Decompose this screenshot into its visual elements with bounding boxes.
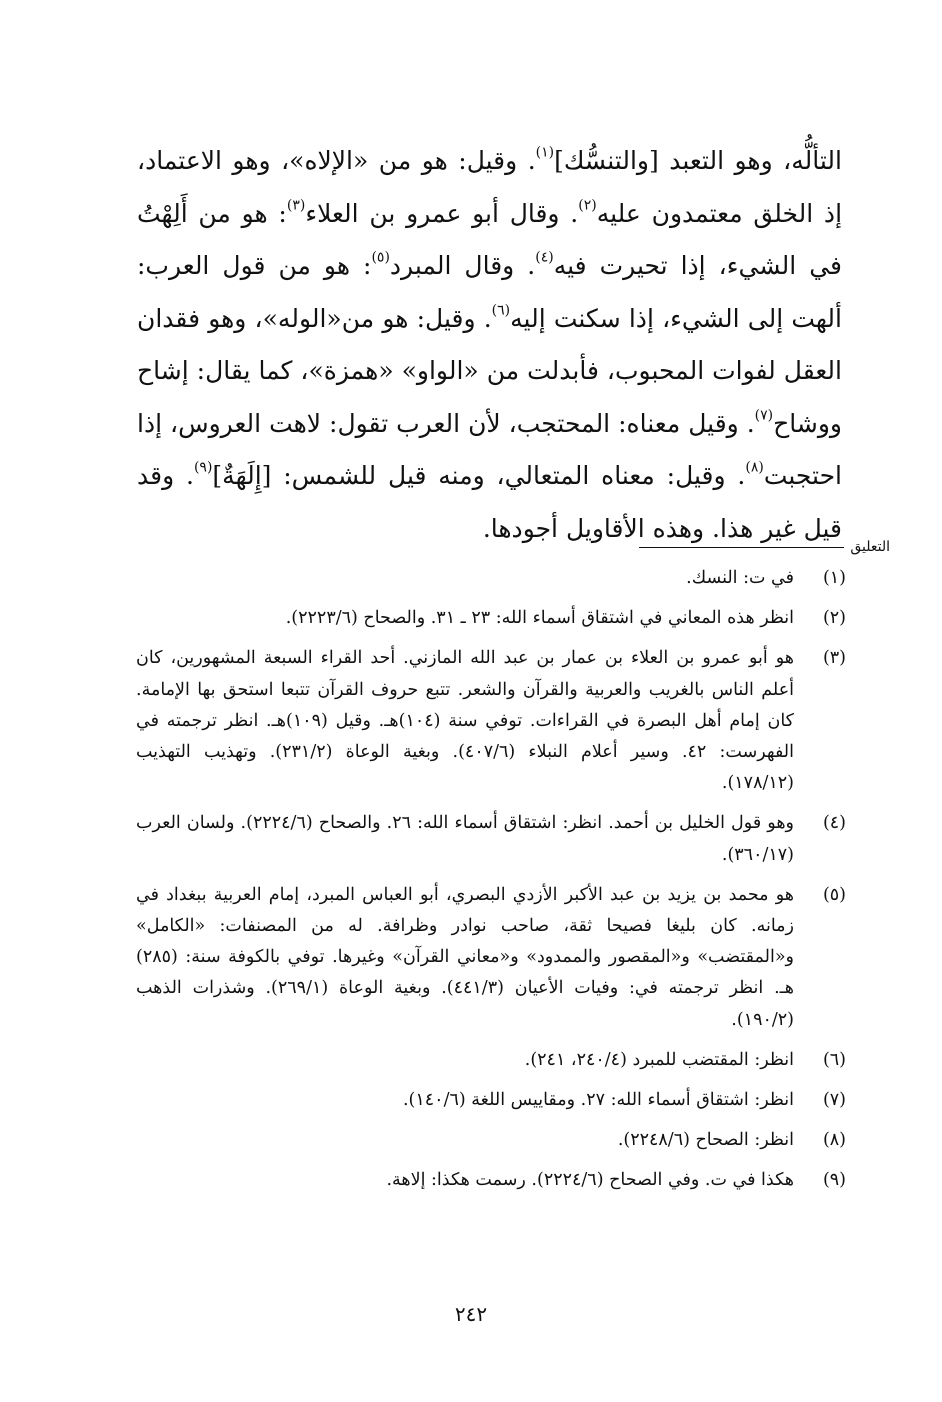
footnote-item [136,603,846,634]
footnote-item [136,880,846,1036]
footnote-number: (٩) [822,1170,846,1191]
footnotes-list [136,563,846,1206]
footnote-number: (٤) [822,813,846,834]
footnote-item [136,808,846,870]
footnote-item [136,1165,846,1196]
footnote-text: وهو قول الخليل بن أحمد. انظر: اشتقاق أسماء الله: ٢٦. والصحاح (٢٢٢٤/٦). ولسان العرب (٣٦٠/١٧). [136,813,795,865]
footnote-number: (٧) [822,1090,846,1111]
footnote-item [136,563,846,594]
footnote-reference[interactable]: (١) [535,144,555,161]
page-number: ٢٤٢ [454,1302,488,1326]
footnote-text: انظر: الصحاح (٢٢٤٨/٦). [617,1130,794,1151]
footnote-number: (٢) [822,608,846,629]
footnote-text: هكذا في ت. وفي الصحاح (٢٢٢٤/٦). رسمت هكذا: إلاهة. [386,1170,794,1191]
main-segment: : هو من أَلِهْتُ في الشيء، إذا تحيرت فيه [137,198,842,280]
footnote-reference[interactable]: (٩) [193,459,213,476]
footnote-reference[interactable]: (٨) [745,459,764,476]
footnote-number: (٨) [822,1130,846,1151]
footnote-item [136,1085,846,1116]
main-paragraph [137,135,842,555]
main-segment: . وقيل: هو من«الوله»، وهو فقدان العقل لفوات المحبوب، فأبدلت من «الواو» «همزة»، كما يقال: إشاح ووشاح [137,303,842,438]
footnote-item [136,643,846,799]
notes-label: التعليق [850,539,890,555]
footnote-reference[interactable]: (٧) [754,406,774,423]
footnote-reference[interactable]: (٥) [371,249,390,266]
footnote-reference[interactable]: (٦) [491,301,511,318]
footnote-reference[interactable]: (٢) [578,196,597,213]
main-segment: : هو من قول العرب: ألهت إلى الشيء، إذا سكنت إليه [137,251,842,333]
footnote-item [136,1125,846,1156]
footnote-item [136,1045,846,1076]
footnote-text: انظر هذه المعاني في اشتقاق أسماء الله: ٢٣ ـ ٣١. والصحاح (٢٢٢٣/٦). [285,608,794,629]
main-segment: . وقيل: هو من «الإلاه»، وهو الاعتماد، إذ الخلق معتمدون عليه [137,146,843,228]
footnote-text: هو محمد بن يزيد بن عبد الأكبر الأزدي البصري، أبو العباس المبرد، إمام العربية ببغداد في زمانه. كان بليغا فصيحا ثقة، صاحب نوادر وظرافة. له من المصنفات: «الكامل» و«المقتضب» و«المقصور والممدود» و«معاني القرآن» وغيرها. توفي بالكوفة سنة: (٢٨٥) هـ. انظر ترجمته في: وفيات الأعيان (٤٤١/٣). وبغية الوعاة (٢٦٩/١). وشذرات الذهب (١٩٠/٢). [136,884,794,1030]
footnote-text: انظر: المقتضب للمبرد (٢٤٠/٤، ٢٤١). [524,1049,794,1070]
main-segment: . وقال المبرد [389,251,536,280]
main-segment: التألُّه، وهو التعبد [والتنسُّك] [554,146,842,175]
main-segment: . وقال أبو عمرو بن العلاء [305,198,579,228]
footnote-number: (١) [822,568,846,588]
footnote-reference[interactable]: (٤) [535,249,554,266]
main-segment: . وقيل معناه: المحتجب، لأن العرب تقول: لاهت العروس، إذا احتجبت [137,408,843,490]
footnote-text: انظر: اشتقاق أسماء الله: ٢٧. ومقاييس اللغة (١٤٠/٦). [402,1090,794,1111]
footnote-number: (٦) [822,1049,846,1070]
footnote-number: (٣) [822,648,846,669]
footnote-separator [639,547,844,548]
main-segment: . وقيل: معناه المتعالي، ومنه قيل للشمس: [إِلَهَةٌ] [212,461,746,490]
footnote-text: في ت: النسك. [686,568,794,588]
main-segment: . وقد قيل غير هذا. وهذه الأقاويل أجودها. [137,461,842,543]
footnote-reference[interactable]: (٣) [286,196,306,213]
footnote-text: هو أبو عمرو بن العلاء بن عمار بن عبد الله المازني. أحد القراء السبعة المشهورين، كان أعلم الناس بالغريب والعربية والقرآن والشعر. تتبع حروف القرآن تتبعا استحق بها الإمامة. كان إمام أهل البصرة في القراءات. توفي سنة (١٠٤)هـ. وقيل (١٠٩)هـ. انظر ترجمته في الفهرست: ٤٢. وسير أعلام النبلاء (٤٠٧/٦). وبغية الوعاة (٢٣١/٢). وتهذيب التهذيب (١٧٨/١٢). [136,648,794,794]
footnote-number: (٥) [822,884,846,905]
